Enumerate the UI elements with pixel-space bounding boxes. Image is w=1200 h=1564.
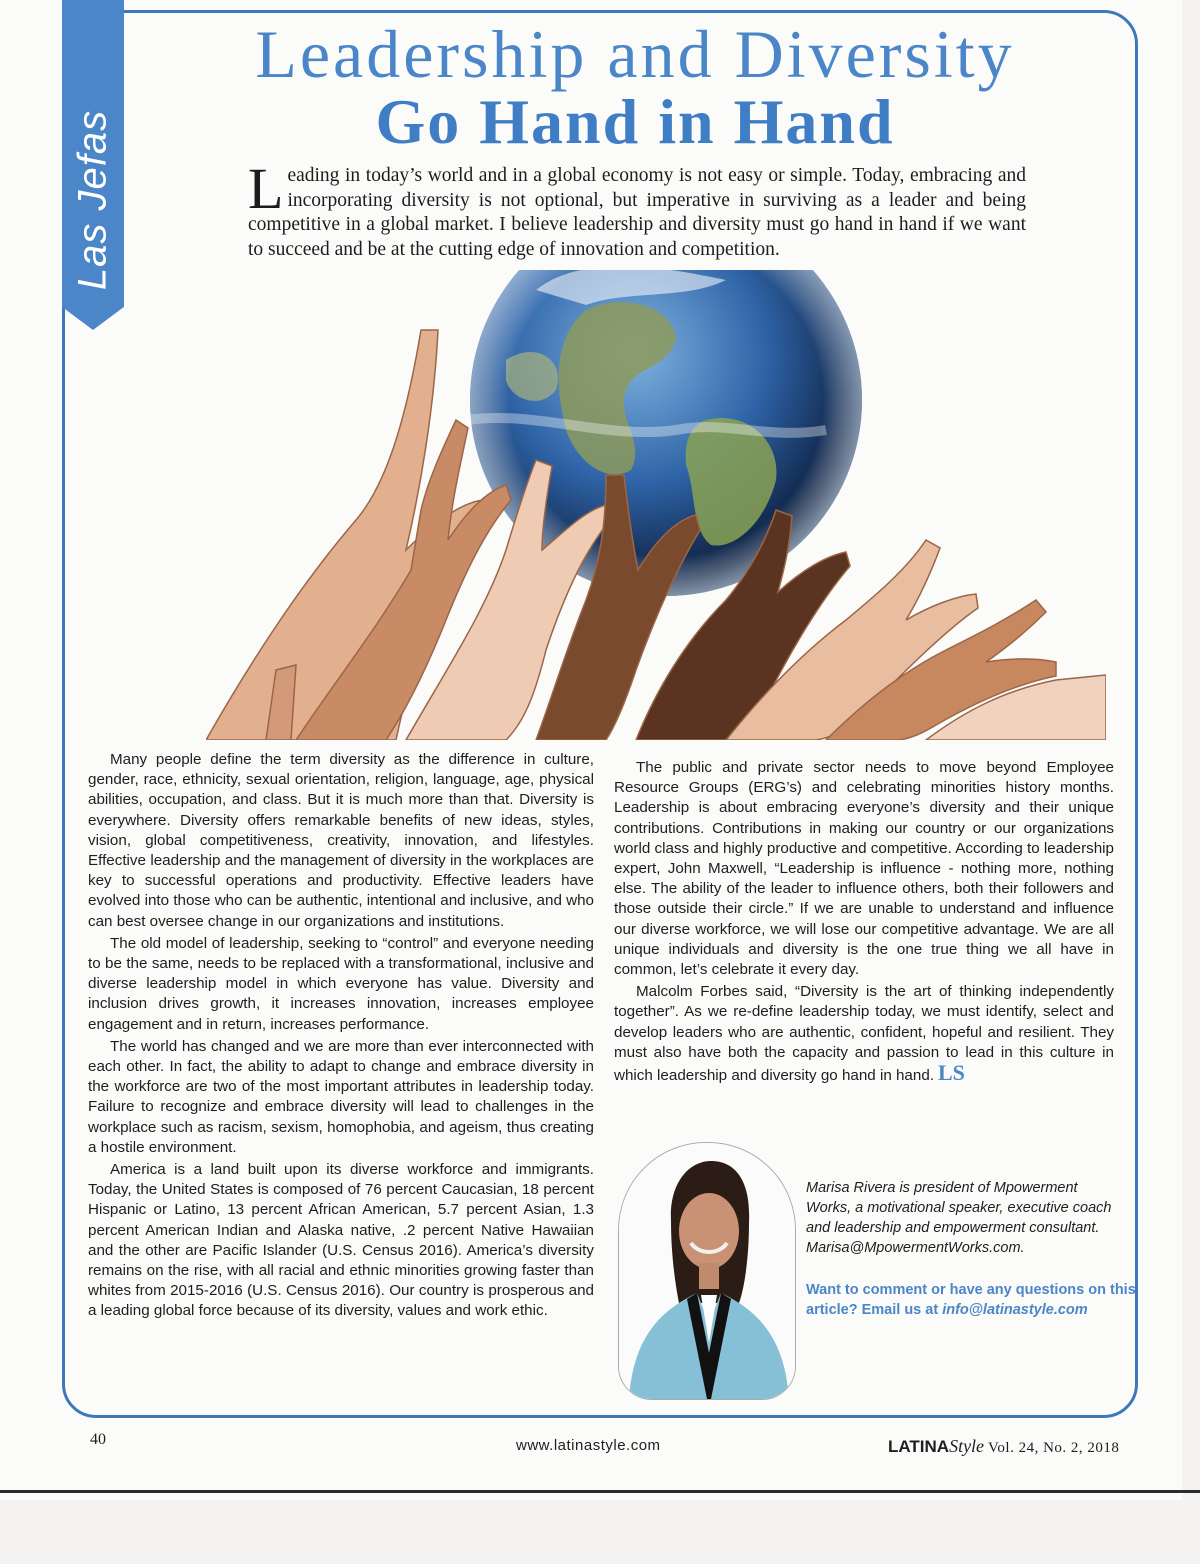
issue-info: Vol. 24, No. 2, 2018 <box>984 1440 1120 1456</box>
body-paragraph: The world has changed and we are more than ever interconnected with each other. In fact, the ability to adapt to change and embrace diversity in the workforce are two of the most important attributes in leadership today. Failure to recognize and embrace diversity will lead to challenges in the workplace such as racism, sexism, homophobia, and ageism, thus creating a hostile environment. <box>88 1037 594 1156</box>
comment-callout <box>806 1280 1136 1320</box>
author-email[interactable]: Marisa@MpowermentWorks.com. <box>806 1240 1025 1256</box>
hero-image-hands-globe <box>206 270 1106 740</box>
magazine-name-bold: LATINA <box>888 1437 950 1456</box>
author-bio <box>806 1178 1112 1258</box>
body-paragraph: The public and private sector needs to move beyond Employee Resource Groups (ERG’s) and celebrating minorities history months. Leadership is about embracing everyone’s diversity and their unique contributions. Contributions in making our country or our organizations world class and highly productive and competitive. According to leadership expert, John Maxwell, “Leadership is influence - nothing more, nothing else. The ability of the leader to influence others, both their followers and those outside their circle.” If we are unable to understand and influence our diverse workforce, we will lose our competitive advantage. We are all unique individuals and diversity is the one true thing we all have in common, let’s celebrate it every day. <box>614 759 1114 979</box>
headline-line-2: Go Hand in Hand <box>375 86 895 157</box>
lede-text: eading in today’s world and in a global economy is not easy or simple. Today, embracing and incorporating diversity is not optional, but imperative in surviving as a leader and being competitive in a global market. I believe leadership and diversity must go hand in hand if we want to succeed and be at the cutting edge of innovation and competition. <box>248 165 1026 260</box>
headline-line-1: Leadership and Diversity <box>255 16 1015 92</box>
body-paragraph-text: Malcolm Forbes said, “Diversity is the art of thinking independently together”. As we re-define leadership today, we must identify, select and develop leaders who are authentic, confident, hopeful and resilient. They must also have both the capacity and passion to lead in this culture in which leadership and diversity go hand in hand. <box>614 983 1114 1085</box>
author-photo <box>618 1142 796 1400</box>
page-number: 40 <box>90 1431 106 1448</box>
footer-magazine-credit <box>888 1436 1119 1457</box>
lede-paragraph <box>248 156 1026 262</box>
body-paragraph: The old model of leadership, seeking to “control” and everyone needing to be the same, needs to be replaced with a transformational, inclusive and diverse leadership model in which everyone has value. Diversity and inclusion drives growth, it increases innovation, increases employee engagement and in return, increases performance. <box>88 934 594 1033</box>
section-tab-label: Las Jefas <box>70 109 115 291</box>
body-paragraph: Many people define the term diversity as the difference in culture, gender, race, ethnicity, sexual orientation, religion, language, age, physical abilities, occupation, and class. But it is much more than that. Diversity is everywhere. Diversity offers remarkable benefits of new ideas, styles, vision, global competitiveness, creativity, innovation, and lifestyles. Effective leadership and the management of diversity in the workplaces are key to successful operations and productivity. Effective leaders have evolved into those who can be authentic, intentional and inclusive, and who can best oversee change in our organizations and institutions. <box>88 751 594 930</box>
scan-edge-divider <box>0 1490 1200 1493</box>
right-column <box>614 758 1114 1088</box>
callout-text: Want to comment or have any questions on this article? Email us at <box>806 1282 1136 1318</box>
body-paragraph-last <box>614 982 1114 1086</box>
magazine-name-script: Style <box>949 1436 985 1456</box>
left-column <box>88 750 594 1324</box>
footer-url[interactable]: www.latinastyle.com <box>516 1437 661 1454</box>
end-mark-logo: LS <box>938 1060 965 1086</box>
body-paragraph: America is a land built upon its diverse workforce and immigrants. Today, the United States is composed of 76 percent Caucasian, 18 percent Hispanic or Latino, 13 percent African American, 5.7 percent Asian, 1.3 percent American Indian and Alaska native, .2 percent Native Hawaiian and the other are Pacific Islander (U.S. Census 2016). America’s diversity remains on the rise, with all racial and ethnic minorities growing faster than whites from 2015-2016 (U.S. Census 2016). Our country is prosperous and a leading global force because of its diversity, values and work ethic. <box>88 1161 594 1320</box>
author-bio-text: Marisa Rivera is president of Mpowerment Works, a motivational speaker, executive coach and leadership and empowerment consultant. <box>806 1180 1112 1236</box>
callout-email-link[interactable]: info@latinastyle.com <box>942 1302 1088 1318</box>
drop-cap: L <box>248 156 284 221</box>
